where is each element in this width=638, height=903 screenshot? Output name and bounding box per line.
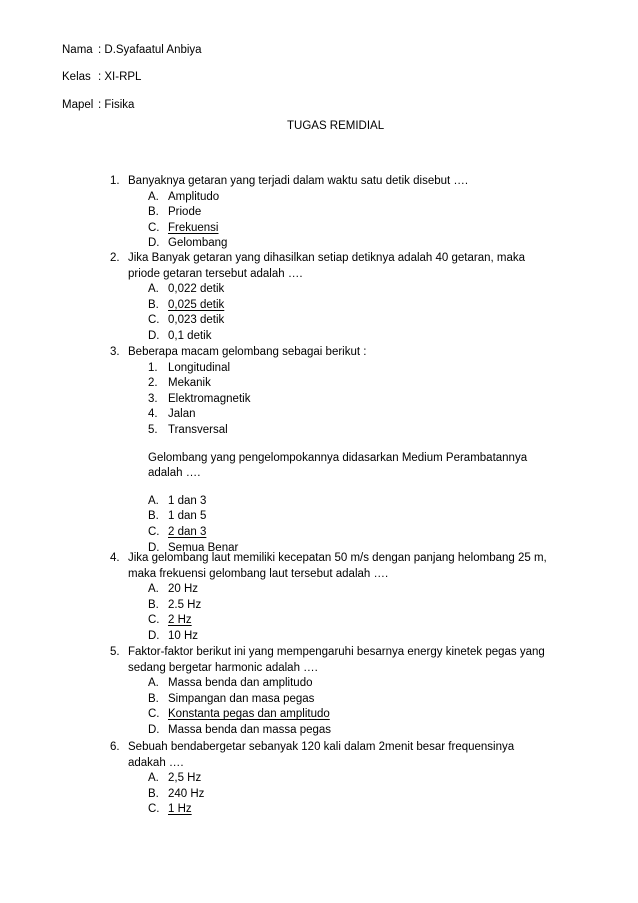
question-number: 6. [110,741,120,753]
page-title: TUGAS REMIDIAL [287,120,385,132]
option-letter: B. [148,298,159,311]
question-number: 2. [110,252,120,264]
option-answer-marked: 0,025 detik [168,298,225,311]
option-letter: C. [148,803,160,816]
option-letter: C. [148,708,160,721]
option-text: 0,022 detik [168,283,225,296]
option-letter: C. [148,526,160,538]
kelas-value: : XI-RPL [98,71,142,83]
question-number: 4. [110,552,120,564]
question-prompt: adalah …. [148,467,201,480]
sublist-number: 1. [148,361,158,374]
option-letter: C. [148,221,160,234]
option-letter: B. [148,787,159,800]
option-text: Simpangan dan masa pegas [168,692,315,705]
option-answer-marked: 2 Hz [168,614,192,627]
option-letter: B. [148,206,159,219]
sublist-number: 2. [148,377,158,390]
option-letter: A. [148,772,159,785]
option-text: Gelombang [168,237,228,250]
option-letter: C. [148,314,160,327]
question-text: Jika Banyak getaran yang dihasilkan setiap detiknya adalah 40 getaran, maka [128,252,526,264]
sublist-number: 5. [148,424,158,436]
sublist-number: 4. [148,408,158,421]
option-letter: D. [148,541,160,554]
question-number: 3. [110,346,120,358]
question-text: maka frekuensi gelombang laut tersebut adalah …. [128,567,389,580]
option-text: Semua Benar [168,541,239,554]
sublist-item: Transversal [168,424,228,436]
option-letter: D. [148,724,160,736]
option-letter: D. [148,330,160,342]
sublist-item: Elektromagnetik [168,392,251,405]
kelas-label: Kelas [62,71,91,83]
option-letter: A. [148,283,159,296]
question-text: Sebuah bendabergetar sebanyak 120 kali dalam 2menit besar frequensinya [128,741,515,753]
option-letter: A. [148,583,159,596]
question-text: Beberapa macam gelombang sebagai berikut : [128,346,367,358]
option-text: 1 dan 5 [168,510,207,523]
question-prompt: Gelombang yang pengelompokannya didasarkan Medium Perambatannya [148,451,528,464]
nama-value: : D.Syafaatul Anbiya [98,44,202,56]
question-text: adakah …. [128,756,184,769]
question-text: Banyaknya getaran yang terjadi dalam waktu satu detik disebut …. [128,175,469,187]
sublist-item: Longitudinal [168,361,231,374]
option-letter: B. [148,510,159,523]
question-text: Faktor-faktor berikut ini yang mempengaruhi besarnya energy kinetek pegas yang [128,646,545,658]
option-text: 10 Hz [168,630,199,642]
sublist-number: 3. [148,392,158,405]
option-answer-marked: Frekuensi [168,221,219,234]
option-letter: C. [148,614,160,627]
option-text: 0,1 detik [168,330,212,342]
option-text: 2,5 Hz [168,772,202,785]
option-letter: A. [148,190,159,203]
option-answer-marked: 2 dan 3 [168,526,207,538]
option-text: 20 Hz [168,583,199,596]
option-text: 1 dan 3 [168,494,207,507]
option-letter: A. [148,677,159,690]
option-text: Amplitudo [168,190,220,203]
option-answer-marked: Konstanta pegas dan amplitudo [168,708,330,721]
option-letter: B. [148,598,159,611]
option-answer-marked: 1 Hz [168,803,192,816]
option-text: 0,023 detik [168,314,225,327]
question-text: priode getaran tersebut adalah …. [128,267,303,280]
question-number: 1. [110,175,120,187]
question-text: sedang bergetar harmonic adalah …. [128,661,318,674]
option-letter: D. [148,237,160,250]
nama-label: Nama [62,44,93,56]
mapel-label: Mapel [62,99,94,111]
mapel-value: : Fisika [98,99,135,111]
option-letter: A. [148,494,159,507]
option-text: Massa benda dan massa pegas [168,724,332,736]
option-text: Priode [168,206,202,219]
option-text: 2.5 Hz [168,598,202,611]
option-letter: D. [148,630,160,642]
sublist-item: Jalan [168,408,196,421]
option-letter: B. [148,692,159,705]
option-text: 240 Hz [168,787,205,800]
option-text: Massa benda dan amplitudo [168,677,313,690]
question-text: Jika gelombang laut memiliki kecepatan 50 m/s dengan panjang helombang 25 m, [128,552,547,564]
question-number: 5. [110,646,120,658]
sublist-item: Mekanik [168,377,211,390]
